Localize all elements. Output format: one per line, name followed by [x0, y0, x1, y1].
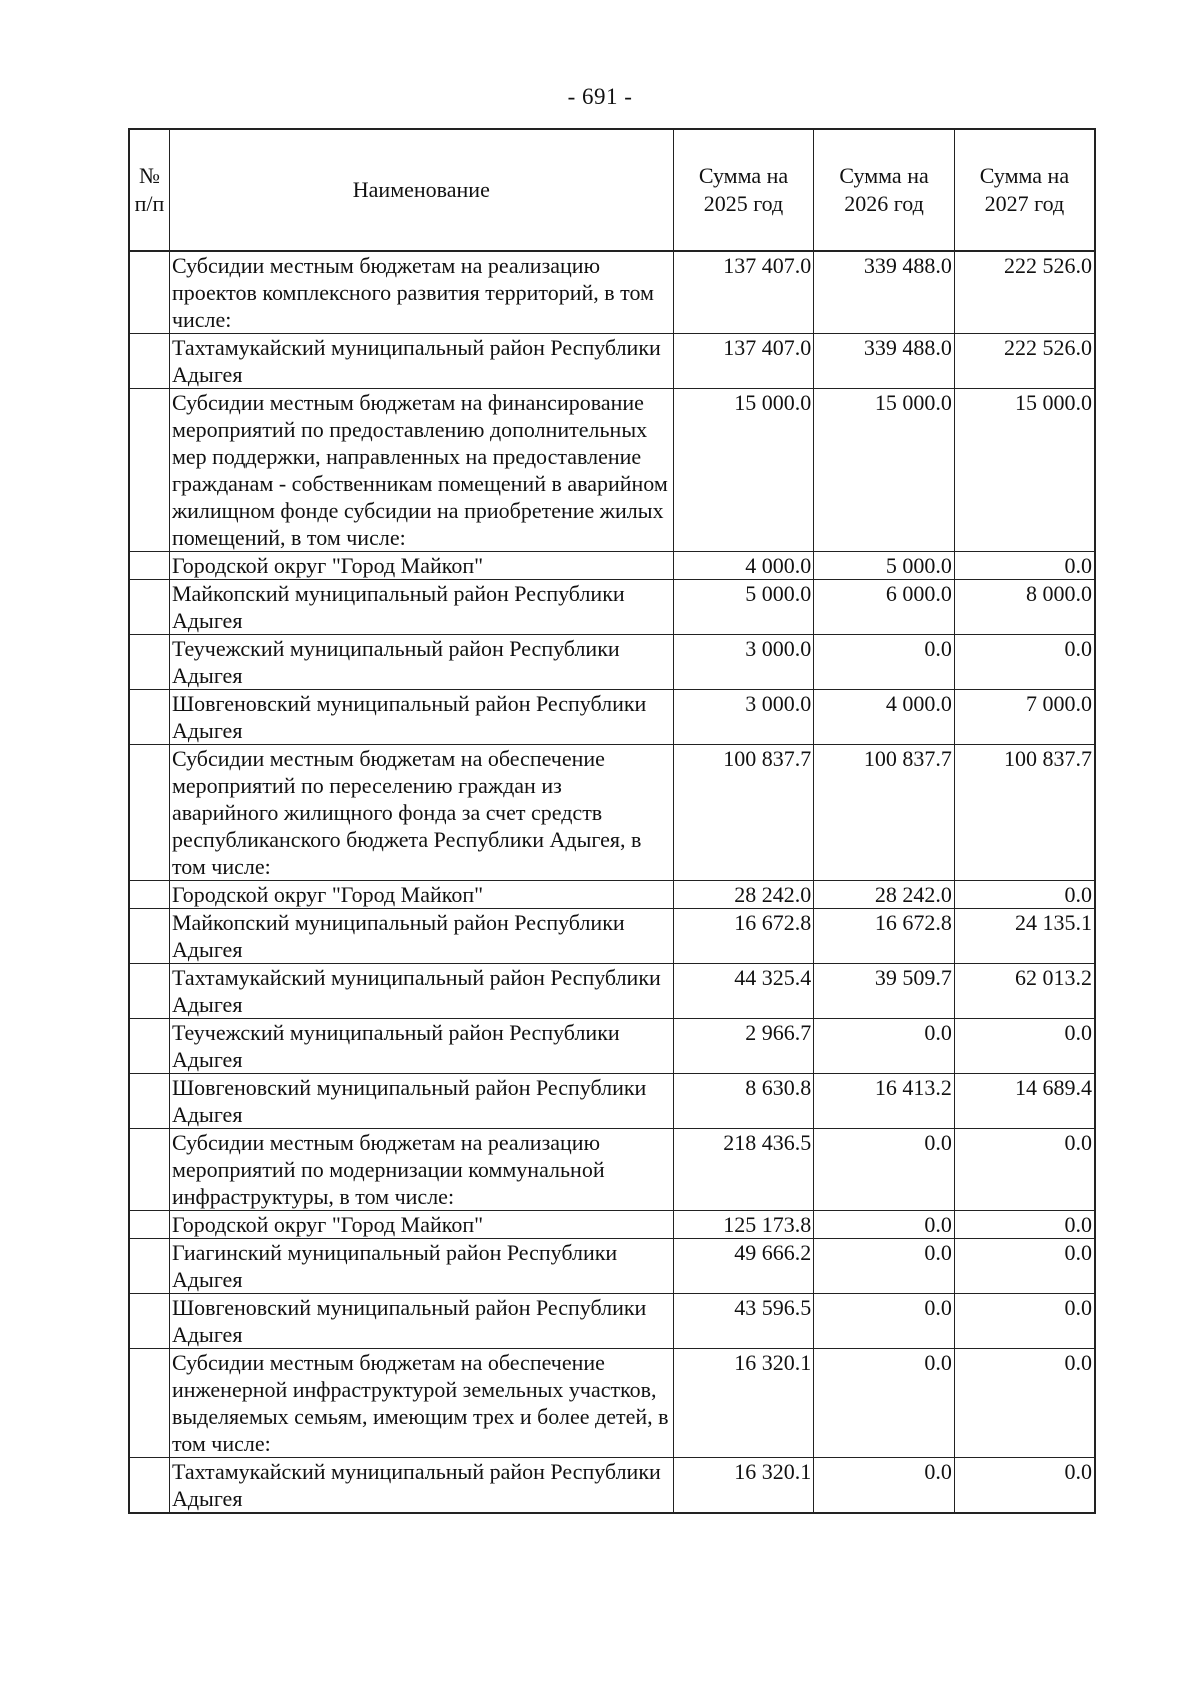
row-number-cell [129, 1019, 169, 1074]
row-sum-2027-cell: 0.0 [954, 1019, 1095, 1074]
row-sum-2025-cell: 16 672.8 [673, 909, 814, 964]
row-sum-2027-cell: 8 000.0 [954, 580, 1095, 635]
row-name-cell: Субсидии местным бюджетам на реализацию проектов комплексного развития территорий, в том числе: [169, 251, 673, 334]
table-body [129, 251, 1095, 1513]
table-row [129, 1349, 1095, 1458]
row-number-cell [129, 690, 169, 745]
row-sum-2026-cell: 0.0 [814, 1349, 955, 1458]
row-number-cell [129, 635, 169, 690]
row-sum-2025-cell: 16 320.1 [673, 1349, 814, 1458]
row-sum-2027-cell: 0.0 [954, 881, 1095, 909]
row-sum-2027-cell: 0.0 [954, 1349, 1095, 1458]
row-number-cell [129, 1458, 169, 1514]
row-number-cell [129, 580, 169, 635]
row-sum-2027-cell: 0.0 [954, 1129, 1095, 1211]
row-sum-2027-cell: 62 013.2 [954, 964, 1095, 1019]
row-sum-2026-cell: 0.0 [814, 1211, 955, 1239]
table-row [129, 334, 1095, 389]
row-sum-2027-cell: 24 135.1 [954, 909, 1095, 964]
row-sum-2027-cell: 0.0 [954, 1211, 1095, 1239]
row-name-cell: Тахтамукайский муниципальный район Республики Адыгея [169, 964, 673, 1019]
table-row [129, 745, 1095, 881]
row-number-cell [129, 389, 169, 552]
row-sum-2026-cell: 100 837.7 [814, 745, 955, 881]
row-name-cell: Теучежский муниципальный район Республики Адыгея [169, 1019, 673, 1074]
row-number-cell [129, 1129, 169, 1211]
row-number-cell [129, 745, 169, 881]
row-sum-2026-cell: 0.0 [814, 1294, 955, 1349]
row-sum-2025-cell: 125 173.8 [673, 1211, 814, 1239]
row-name-cell: Городской округ "Город Майкоп" [169, 1211, 673, 1239]
row-sum-2025-cell: 43 596.5 [673, 1294, 814, 1349]
row-sum-2027-cell: 0.0 [954, 1294, 1095, 1349]
row-sum-2026-cell: 0.0 [814, 635, 955, 690]
row-sum-2025-cell: 5 000.0 [673, 580, 814, 635]
row-sum-2025-cell: 100 837.7 [673, 745, 814, 881]
row-name-cell: Майкопский муниципальный район Республики Адыгея [169, 580, 673, 635]
row-sum-2025-cell: 2 966.7 [673, 1019, 814, 1074]
row-sum-2025-cell: 3 000.0 [673, 690, 814, 745]
row-name-cell: Гиагинский муниципальный район Республики Адыгея [169, 1239, 673, 1294]
table-row [129, 635, 1095, 690]
table-row [129, 964, 1095, 1019]
table-row [129, 389, 1095, 552]
row-sum-2026-cell: 39 509.7 [814, 964, 955, 1019]
table-row [129, 1458, 1095, 1514]
table-row [129, 881, 1095, 909]
row-name-cell: Шовгеновский муниципальный район Республики Адыгея [169, 690, 673, 745]
row-sum-2026-cell: 5 000.0 [814, 552, 955, 580]
row-sum-2026-cell: 0.0 [814, 1458, 955, 1514]
row-sum-2026-cell: 4 000.0 [814, 690, 955, 745]
row-sum-2026-cell: 339 488.0 [814, 251, 955, 334]
table-row [129, 690, 1095, 745]
header-no: № п/п [129, 129, 169, 251]
row-sum-2026-cell: 0.0 [814, 1129, 955, 1211]
table-row [129, 1074, 1095, 1129]
budget-table [128, 128, 1096, 1514]
table-row [129, 909, 1095, 964]
table-header-row [129, 129, 1095, 251]
row-number-cell [129, 1294, 169, 1349]
row-sum-2027-cell: 15 000.0 [954, 389, 1095, 552]
header-sum-2026: Сумма на 2026 год [814, 129, 955, 251]
row-sum-2025-cell: 28 242.0 [673, 881, 814, 909]
table-row [129, 251, 1095, 334]
row-name-cell: Тахтамукайский муниципальный район Республики Адыгея [169, 334, 673, 389]
row-number-cell [129, 251, 169, 334]
row-sum-2025-cell: 4 000.0 [673, 552, 814, 580]
row-name-cell: Тахтамукайский муниципальный район Республики Адыгея [169, 1458, 673, 1514]
row-name-cell: Теучежский муниципальный район Республики Адыгея [169, 635, 673, 690]
row-number-cell [129, 1211, 169, 1239]
row-name-cell: Субсидии местным бюджетам на финансирование мероприятий по предоставлению дополнительных мер поддержки, направленных на предоставление гражданам - собственникам помещений в аварийном жилищном фонде субсидии на приобретение жилых помещений, в том числе: [169, 389, 673, 552]
table-row [129, 1211, 1095, 1239]
row-name-cell: Субсидии местным бюджетам на обеспечение инженерной инфраструктурой земельных участков, выделяемых семьям, имеющим трех и более детей, в том числе: [169, 1349, 673, 1458]
row-number-cell [129, 964, 169, 1019]
row-sum-2027-cell: 0.0 [954, 635, 1095, 690]
row-sum-2026-cell: 15 000.0 [814, 389, 955, 552]
row-name-cell: Городской округ "Город Майкоп" [169, 881, 673, 909]
row-number-cell [129, 1349, 169, 1458]
row-sum-2027-cell: 222 526.0 [954, 334, 1095, 389]
row-name-cell: Майкопский муниципальный район Республики Адыгея [169, 909, 673, 964]
row-sum-2025-cell: 137 407.0 [673, 334, 814, 389]
table-row [129, 1019, 1095, 1074]
row-name-cell: Субсидии местным бюджетам на обеспечение мероприятий по переселению граждан из аварийного жилищного фонда за счет средств республиканского бюджета Республики Адыгея, в том числе: [169, 745, 673, 881]
row-sum-2026-cell: 6 000.0 [814, 580, 955, 635]
row-sum-2027-cell: 0.0 [954, 1458, 1095, 1514]
row-sum-2026-cell: 339 488.0 [814, 334, 955, 389]
row-sum-2027-cell: 0.0 [954, 552, 1095, 580]
row-sum-2025-cell: 49 666.2 [673, 1239, 814, 1294]
row-number-cell [129, 334, 169, 389]
row-sum-2026-cell: 28 242.0 [814, 881, 955, 909]
row-number-cell [129, 552, 169, 580]
row-sum-2027-cell: 0.0 [954, 1239, 1095, 1294]
table-row [129, 580, 1095, 635]
row-number-cell [129, 881, 169, 909]
table-row [129, 1239, 1095, 1294]
row-sum-2026-cell: 0.0 [814, 1239, 955, 1294]
row-name-cell: Городской округ "Город Майкоп" [169, 552, 673, 580]
row-number-cell [129, 909, 169, 964]
row-sum-2025-cell: 8 630.8 [673, 1074, 814, 1129]
row-name-cell: Шовгеновский муниципальный район Республики Адыгея [169, 1294, 673, 1349]
row-sum-2027-cell: 14 689.4 [954, 1074, 1095, 1129]
row-sum-2025-cell: 3 000.0 [673, 635, 814, 690]
row-sum-2027-cell: 100 837.7 [954, 745, 1095, 881]
page-number: - 691 - [567, 84, 633, 109]
row-number-cell [129, 1074, 169, 1129]
row-sum-2027-cell: 7 000.0 [954, 690, 1095, 745]
row-sum-2025-cell: 218 436.5 [673, 1129, 814, 1211]
header-sum-2025: Сумма на 2025 год [673, 129, 814, 251]
header-sum-2027: Сумма на 2027 год [954, 129, 1095, 251]
row-sum-2027-cell: 222 526.0 [954, 251, 1095, 334]
row-name-cell: Субсидии местным бюджетам на реализацию мероприятий по модернизации коммунальной инфраструктуры, в том числе: [169, 1129, 673, 1211]
row-name-cell: Шовгеновский муниципальный район Республики Адыгея [169, 1074, 673, 1129]
table-row [129, 552, 1095, 580]
row-sum-2026-cell: 0.0 [814, 1019, 955, 1074]
table-row [129, 1129, 1095, 1211]
header-name: Наименование [169, 129, 673, 251]
row-number-cell [129, 1239, 169, 1294]
row-sum-2025-cell: 44 325.4 [673, 964, 814, 1019]
table-row [129, 1294, 1095, 1349]
row-sum-2026-cell: 16 413.2 [814, 1074, 955, 1129]
row-sum-2026-cell: 16 672.8 [814, 909, 955, 964]
row-sum-2025-cell: 15 000.0 [673, 389, 814, 552]
row-sum-2025-cell: 16 320.1 [673, 1458, 814, 1514]
row-sum-2025-cell: 137 407.0 [673, 251, 814, 334]
